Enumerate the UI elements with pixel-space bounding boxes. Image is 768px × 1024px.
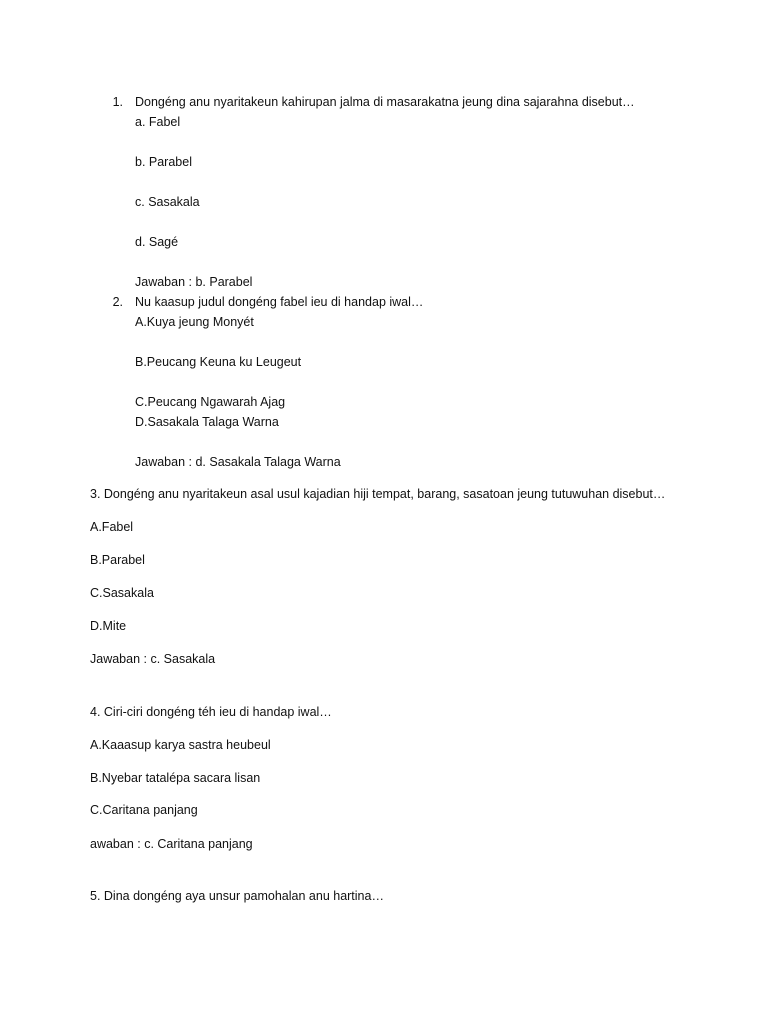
answer-text: Jawaban : b. Parabel [135,275,253,289]
option-c: C.Caritana panjang [90,803,198,817]
option-a: A.Fabel [90,520,134,534]
option-c: C.Sasakala [90,586,154,600]
question-number: 2. [112,295,123,309]
option-c: C.Peucang Ngawarah Ajag [135,395,286,409]
option-d: D.Sasakala Talaga Warna [135,415,279,429]
option-d: D.Mite [90,619,127,633]
answer-text: awaban : c. Caritana panjang [90,837,253,851]
option-b: B.Peucang Keuna ku Leugeut [135,355,302,369]
question-text: Nu kaasup judul dongéng fabel ieu di handap iwal… [135,295,424,309]
option-a: A.Kaaasup karya sastra heubeul [90,738,271,752]
option-b: B.Parabel [90,553,145,567]
answer-text: Jawaban : d. Sasakala Talaga Warna [135,455,341,469]
option-b: b. Parabel [135,155,192,169]
question-text: Dongéng anu nyaritakeun kahirupan jalma di masarakatna jeung dina sajarahna disebut… [135,95,635,109]
option-a: a. Fabel [135,115,181,129]
option-a: A.Kuya jeung Monyét [135,315,254,329]
question-text: 4. Ciri-ciri dongéng téh ieu di handap iwal… [90,705,332,719]
answer-text: Jawaban : c. Sasakala [90,652,216,666]
question-number: 1. [112,95,123,109]
option-d: d. Sagé [135,235,179,249]
question-text: 5. Dina dongéng aya unsur pamohalan anu hartina… [90,889,384,903]
question-text: 3. Dongéng anu nyaritakeun asal usul kajadian hiji tempat, barang, sasatoan jeung tutuwuhan disebut… [90,487,666,501]
option-c: c. Sasakala [135,195,200,209]
option-b: B.Nyebar tatalépa sacara lisan [90,771,261,785]
